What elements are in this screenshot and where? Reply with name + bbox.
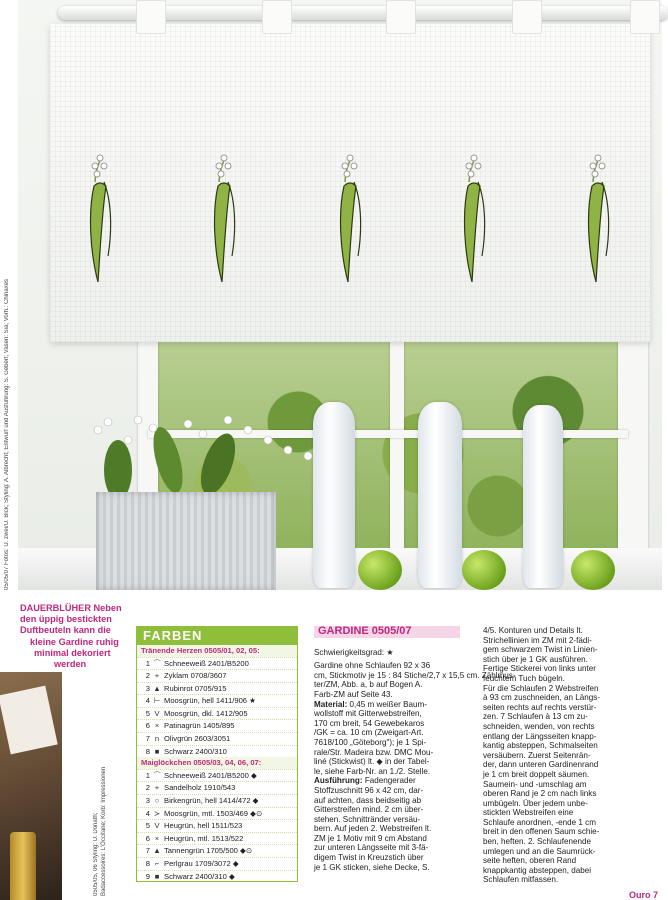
photo-credit: 05/05/07 Fotos: U. zwei/U. Bick; Styling: A. Albrecht; Entwurf und Ausführung: S. Gebert; Vasen: Sia; Vorh.: Chinaxes: [4, 278, 10, 590]
text-line: Schwierigkeitsgrad: ★: [314, 647, 394, 657]
text-line: ZM je 1 Motiv mit 9 cm Abstand: [314, 833, 427, 843]
embroidered-curtain: [50, 24, 650, 342]
color-name: Olivgrün 2603/3051: [164, 734, 231, 744]
color-name: Schneeweiß 2401/B5200 ◆: [164, 770, 257, 780]
color-row: [137, 682, 297, 695]
curtain-tab: [262, 0, 292, 34]
curtain-tab: [386, 0, 416, 34]
caption-line: werden: [54, 659, 87, 670]
adjacent-photo-fragment: [0, 672, 62, 900]
text-line: Schlaufen mitfassen.: [483, 875, 559, 885]
side-credit: [92, 700, 108, 896]
curtain-tab: [630, 0, 660, 34]
text-line: umlegen und an die Saumrück-: [483, 846, 596, 856]
color-number: 7: [145, 734, 150, 744]
text-line: cm, Stickmotiv je 15 : 84 Stiche/2,7 x 15,5 cm. Zählmus-: [314, 670, 516, 680]
caption-line: DAUERBLÜHER Neben: [20, 603, 122, 613]
color-name: Schwarz 2400/310 ◆: [164, 871, 235, 881]
text-line: stehen. Schnittränder versäu-: [314, 814, 421, 824]
ausfuehrung-label: Ausführung:: [314, 776, 363, 786]
color-number: 6: [145, 721, 150, 731]
text-line: 4/5. Konturen und Details lt.: [483, 626, 583, 635]
text-line: gem schwarzem Twist in Linien-: [483, 645, 598, 655]
text-line: umbügeln. Über jedem unbe-: [483, 798, 588, 808]
color-name: Perlgrau 1709/3072 ◆: [164, 858, 239, 868]
color-number: 4: [145, 808, 150, 818]
curtain-tab: [136, 0, 166, 34]
color-number: 9: [145, 871, 150, 881]
color-row: [137, 807, 297, 820]
text-line: Für die Schlaufen 2 Webstreifen: [483, 683, 599, 693]
color-name: Schwarz 2400/310: [164, 746, 227, 756]
text-line: je 1 GK sticken, siehe Decke, S.: [314, 862, 430, 872]
text-line: 7618/100 „Göteborg"); je 1 Spi-: [314, 737, 427, 747]
color-row: [137, 769, 297, 782]
text-line: ben, heften. 2. Schlaufenende: [483, 837, 592, 847]
instructions-column-3: [483, 626, 643, 885]
text-line: Saumein- und -umschlag am: [483, 779, 587, 789]
color-number: 5: [145, 821, 150, 831]
color-name: Moosgrün, dkl. 1412/905: [164, 708, 248, 718]
color-list-2: [137, 769, 297, 882]
lily-of-the-valley-motif-2: [210, 152, 240, 286]
stitch-symbol: ≻: [153, 808, 161, 818]
stitch-symbol: ⌐: [154, 858, 160, 868]
color-row: [137, 669, 297, 682]
text-line: breit in den offenen Saum schie-: [483, 827, 600, 837]
text-line: kantig absteppen, Schmalseiten: [483, 741, 598, 751]
color-number: 3: [145, 795, 150, 805]
white-vase: [418, 402, 462, 588]
lily-of-the-valley-motif-3: [336, 152, 366, 286]
stitch-symbol: ×: [154, 721, 160, 731]
text-line: Gitterstreifen mind. 2 cm über-: [314, 805, 424, 815]
gardine-title: GARDINE 0505/07: [314, 626, 460, 638]
text-line: zur unteren Längsseite mit 3-fä-: [314, 843, 429, 853]
text-line: le, siehe Farb-Nr. an 1./2. Stelle.: [314, 766, 431, 776]
text-line: à 93 cm zuschneiden, an Längs-: [483, 693, 600, 703]
text-line: stickten Webstreifen eine: [483, 808, 574, 818]
color-row: [137, 781, 297, 794]
farben-heading: FARBEN: [137, 627, 297, 645]
color-number: 4: [145, 696, 150, 706]
text-line: Farb-ZM auf Seite 43.: [314, 689, 393, 699]
text-line: Fertige Stickerei von links unter: [483, 664, 596, 674]
text-line: versäubern. Zuerst Seitenrän-: [483, 750, 591, 760]
lily-of-the-valley-motif-4: [460, 152, 490, 286]
text-line: ter/ZM, Abb. a, b auf Bogen A.: [314, 680, 423, 690]
color-row: [137, 844, 297, 857]
farben-color-table: [136, 626, 298, 882]
text-line: der, dann unteren Gardinenrand: [483, 760, 599, 770]
stitch-symbol: V: [154, 821, 160, 831]
color-name: Moosgrün, hell 1411/906 ★: [164, 696, 256, 706]
color-name: Rubinrot 0705/915: [164, 683, 227, 693]
color-row: [137, 819, 297, 832]
color-row: [137, 707, 297, 720]
green-apple: [358, 550, 402, 590]
text-line: Strichellinien im ZM mit 2-fädi-: [483, 635, 592, 645]
color-number: 8: [145, 858, 150, 868]
caption-line: den üppig bestickten: [20, 614, 112, 625]
stitch-symbol: n: [154, 734, 160, 744]
color-number: 7: [145, 846, 150, 856]
gardine-instructions: [314, 625, 516, 872]
green-apple: [462, 550, 506, 590]
color-row: [137, 694, 297, 707]
green-apple: [571, 550, 615, 590]
stitch-symbol: ×: [154, 833, 160, 843]
color-number: 1: [145, 658, 150, 668]
stitch-symbol: +: [154, 671, 160, 681]
photo-caption: [20, 603, 132, 670]
curtain-tab: [512, 0, 542, 34]
color-name: Zyklam 0708/3607: [164, 671, 227, 681]
stitch-symbol: +: [154, 783, 160, 793]
lily-of-the-valley-plant: [78, 400, 338, 500]
color-row: [137, 657, 297, 670]
oil-bottle: [10, 832, 36, 900]
text-line: knappkantig absteppen, dabei: [483, 865, 592, 875]
color-row: [137, 857, 297, 870]
caption-line: kleine Gardine ruhig: [30, 636, 119, 647]
text-line: liné (Stickwist) lt. ◆ in der Tabel-: [314, 757, 430, 767]
color-number: 6: [145, 833, 150, 843]
text-line: je 1 cm breit doppelt säumen.: [483, 769, 590, 779]
stitch-symbol: ⌒: [153, 770, 161, 780]
color-row: [137, 794, 297, 807]
section-maigloeckchen: Maiglöckchen 0505/03, 04, 06, 07:: [137, 757, 297, 769]
stitch-symbol: V: [154, 708, 160, 718]
stitch-symbol: ■: [154, 871, 160, 881]
color-name: Tannengrün 1705/500 ◆⊙: [164, 846, 253, 856]
color-number: 1: [145, 770, 150, 780]
text-line: bern. Auf jeden 2. Webstreifen lt.: [314, 824, 432, 834]
text-line: Schlaufe anordnen, -ende 1 cm: [483, 817, 596, 827]
text-line: 170 cm breit, 54 Gewebekaros: [314, 718, 425, 728]
material-label: Material:: [314, 699, 348, 709]
color-name: Heugrün, mtl. 1513/522: [164, 833, 244, 843]
text-line: Fadengerader: [364, 776, 416, 786]
color-number: 5: [145, 708, 150, 718]
text-line: schneiden, wenden, von rechts: [483, 721, 595, 731]
color-number: 2: [145, 783, 150, 793]
color-row: [137, 832, 297, 845]
text-line: Stoffzuschnitt 96 x 42 cm, dar-: [314, 785, 424, 795]
color-number: 3: [145, 683, 150, 693]
lily-of-the-valley-motif-5: [584, 152, 614, 286]
planter-box: [96, 492, 276, 590]
text-line: seiten rechts auf rechts verstür-: [483, 702, 597, 712]
text-line: entlang der Längsseiten knapp-: [483, 731, 597, 741]
text-line: 0,45 m weißer Baum-: [349, 699, 427, 709]
stitch-symbol: ⊢: [153, 696, 161, 706]
text-line: seite heften, oberen Rand: [483, 856, 577, 866]
text-line: rale/Str. Madeira bzw. DMC Mou-: [314, 747, 434, 757]
white-vase: [523, 405, 563, 588]
window-frame-center: [390, 338, 404, 550]
window-frame-right: [618, 338, 648, 550]
color-name: Schneeweiß 2401/B5200: [164, 658, 249, 668]
section-traenende-herzen: Tränende Herzen 0505/01, 02, 05:: [137, 645, 297, 657]
text-line: oberen Rand je 2 cm nach links: [483, 789, 597, 799]
text-line: feuchtem Tuch bügeln.: [483, 673, 565, 683]
stitch-symbol: ▲: [153, 846, 161, 856]
text-line: /GK = ca. 10 cm (Zweigart-Art.: [314, 728, 424, 738]
color-name: Sandelholz 1910/543: [164, 783, 236, 793]
stitch-symbol: ▲: [153, 683, 161, 693]
color-number: 8: [145, 746, 150, 756]
text-line: Gardine ohne Schlaufen 92 x 36: [314, 661, 431, 671]
color-name: Heugrün, hell 1511/523: [164, 821, 243, 831]
side-credit-line: Badaccessoires: L'Occitane; Korb: Impressionen: [101, 766, 107, 896]
color-row: [137, 745, 297, 758]
text-line: wollstoff mit Gitterwebstreifen,: [314, 709, 422, 719]
color-name: Patinagrün 1405/895: [164, 721, 235, 731]
color-row: [137, 719, 297, 732]
color-list-1: [137, 657, 297, 758]
color-row: [137, 870, 297, 883]
color-row: [137, 732, 297, 745]
text-line: stich über je 1 GK ausführen.: [483, 654, 588, 664]
color-name: Birkengrün, hell 1414/472 ◆: [164, 795, 259, 805]
color-name: Moosgrün, mtl. 1503/469 ◆⊙: [164, 808, 263, 818]
lily-of-the-valley-motif-1: [86, 152, 116, 286]
curtain-photo: [18, 0, 662, 590]
text-line: auf achten, dass beidseitig ab: [314, 795, 422, 805]
color-number: 2: [145, 671, 150, 681]
stitch-symbol: ■: [154, 746, 160, 756]
stitch-symbol: ○: [154, 795, 160, 805]
caption-line: minimal dekoriert: [34, 647, 111, 658]
caption-line: Duftbeuteln kann die: [20, 625, 111, 636]
text-line: zen. 7 Schlaufen à 13 cm zu-: [483, 712, 588, 722]
page-number: Ouro 7: [628, 890, 658, 900]
soap-package: [0, 686, 58, 755]
side-credit-line: 0505/05, 06 Styling: U. Donath;: [93, 812, 99, 896]
stitch-symbol: ⌒: [153, 658, 161, 668]
text-line: digem Twist in Kreuzstich über: [314, 853, 424, 863]
